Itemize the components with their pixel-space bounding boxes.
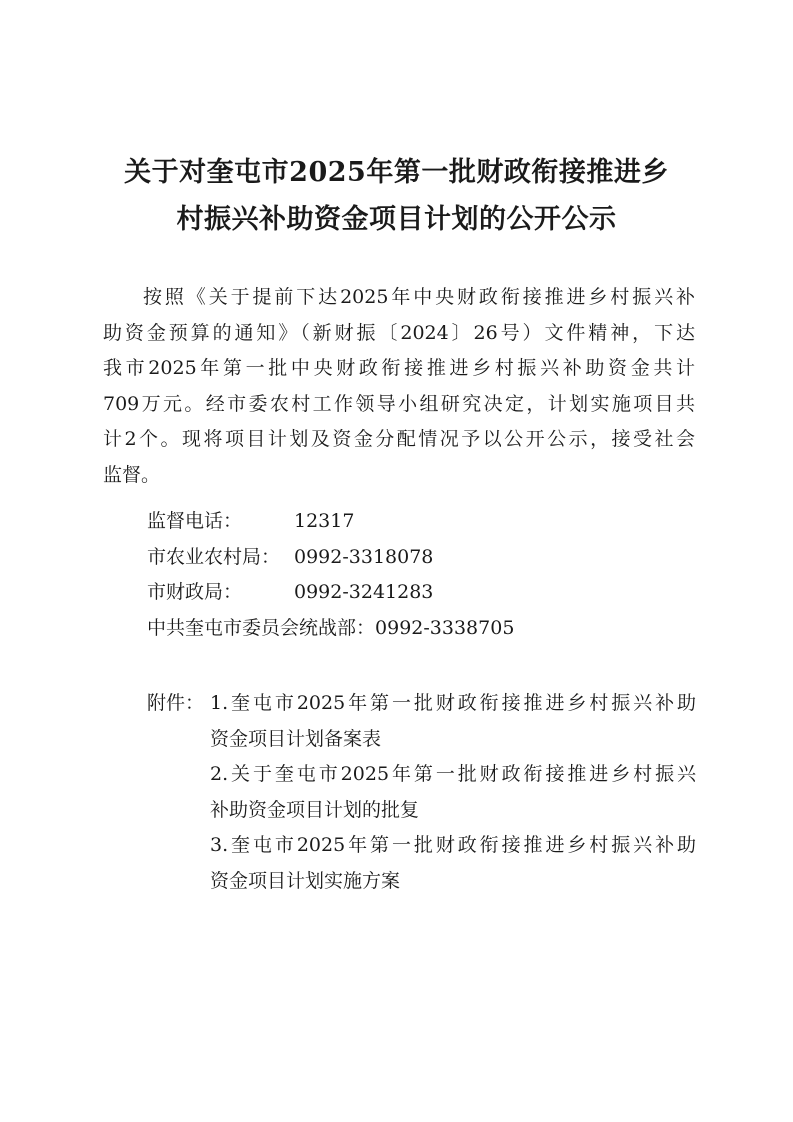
- attachment-item: [210, 686, 696, 757]
- document-title-line-2: 村振兴补助资金项目计划的公开公示: [176, 204, 617, 235]
- attachment-item-line-1: 3.奎屯市2025年第一批财政衔接推进乡村振兴补助: [210, 834, 696, 856]
- contact-number: 0992-3318078: [294, 545, 434, 568]
- body-line: 监督。: [103, 463, 161, 486]
- body-paragraph: [103, 280, 695, 493]
- contact-row: [147, 504, 514, 540]
- contact-number: 0992-3338705: [375, 616, 515, 639]
- contact-row: [147, 611, 514, 647]
- body-line: 709万元。经市委农村工作领导小组研究决定，计划实施项目共: [103, 392, 695, 415]
- attachment-item-line-1: 1.奎屯市2025年第一批财政衔接推进乡村振兴补助: [210, 692, 696, 714]
- body-line: 按照《关于提前下达2025年中央财政衔接推进乡村振兴补: [143, 286, 695, 308]
- attachment-item-line-1: 2.关于奎屯市2025年第一批财政衔接推进乡村振兴: [210, 763, 696, 785]
- attachment-item-line-2: 资金项目计划备案表: [210, 727, 382, 750]
- attachment-item-line-2: 资金项目计划实施方案: [210, 869, 401, 892]
- contact-row: [147, 575, 514, 611]
- contact-label: 市财政局：: [147, 581, 243, 603]
- attachment-item: [210, 757, 696, 828]
- contact-label: 监督电话：: [147, 510, 243, 532]
- contact-label: 中共奎屯市委员会统战部：: [147, 616, 376, 639]
- contact-number: 0992-3241283: [294, 581, 434, 603]
- attachment-item: [210, 828, 696, 899]
- attachments-label: 附件：: [147, 692, 205, 714]
- body-line: 助资金预算的通知》（新财振〔2024〕26号）文件精神，下达: [103, 321, 695, 344]
- contact-number: 12317: [294, 510, 355, 532]
- attachment-item-line-2: 补助资金项目计划的批复: [210, 798, 420, 821]
- contact-label: 市农业农村局：: [147, 545, 281, 568]
- contact-row: [147, 540, 514, 576]
- contact-list: [147, 504, 514, 646]
- body-line: 我市2025年第一批中央财政衔接推进乡村振兴补助资金共计: [103, 357, 695, 379]
- document-title-line-1: 关于对奎屯市2025年第一批财政衔接推进乡: [124, 157, 669, 188]
- body-line: 计2个。现将项目计划及资金分配情况予以公开公示，接受社会: [103, 428, 695, 450]
- attachment-list: [210, 686, 696, 899]
